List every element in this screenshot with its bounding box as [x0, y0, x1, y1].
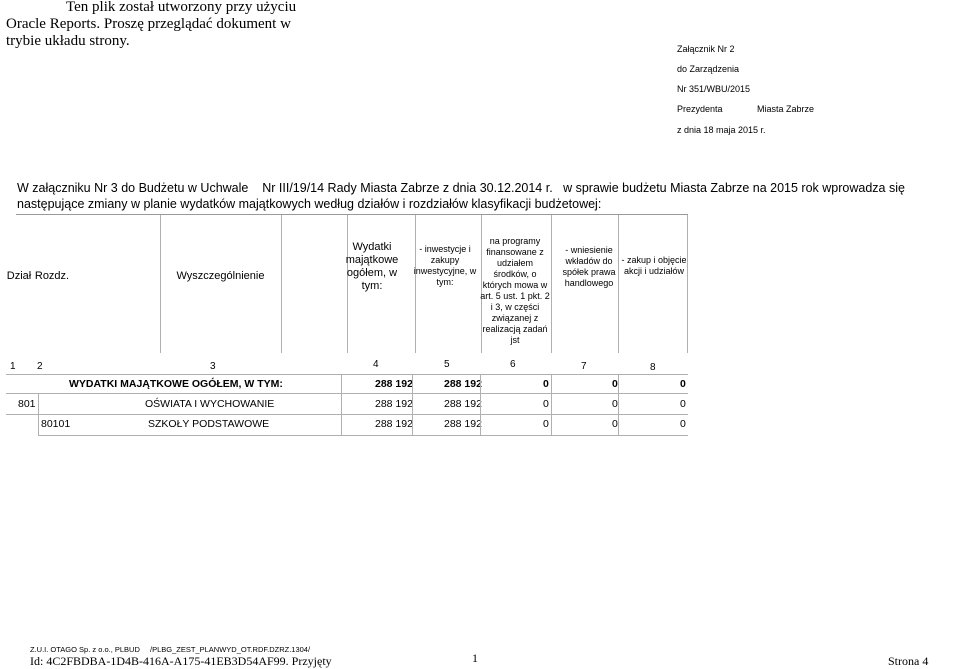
row-divider [6, 414, 688, 415]
header-wydatki: Wydatki majątkowe ogółem, w tym: [345, 241, 399, 292]
column-number: 1 [10, 361, 16, 372]
footer-document-id: Id: 4C2FBDBA-1D4B-416A-A175-41EB3D54AF99. Przyjęty [30, 654, 332, 668]
cell-divider [618, 375, 619, 393]
notice-line-2: Oracle Reports. Proszę przeglądać dokument w [6, 16, 291, 32]
annex-date: z dnia 18 maja 2015 r. [677, 125, 766, 135]
column-number: 4 [373, 359, 379, 370]
intro-line-2: następujące zmiany w planie wydatków majątkowych według działów i rozdziałów klasyfikacji budżetowej: [17, 197, 602, 211]
cell-divider [551, 415, 552, 435]
cell-divider [38, 394, 39, 414]
annex-president: Prezydenta [677, 104, 723, 114]
cell-divider [341, 415, 342, 435]
total-c4: 288 192 [375, 378, 413, 390]
dzial-c7: 0 [612, 398, 618, 410]
rozdz-c6: 0 [543, 418, 549, 430]
rozdz-c7: 0 [612, 418, 618, 430]
dzial-c4: 288 192 [375, 398, 413, 410]
total-c8: 0 [680, 378, 686, 390]
cell-divider [618, 394, 619, 414]
cell-divider [412, 375, 413, 393]
footer-company: Z.U.I. OTAGO Sp. z o.o., PLBUD [30, 645, 140, 654]
cell-divider [341, 375, 342, 393]
cell-divider [412, 415, 413, 435]
cell-divider [341, 394, 342, 414]
column-number: 5 [444, 359, 450, 370]
row-divider [6, 374, 688, 375]
oracle-reports-notice [6, 0, 306, 50]
rozdz-label: SZKOŁY PODSTAWOWE [148, 418, 270, 430]
total-c6: 0 [543, 378, 549, 390]
total-c7: 0 [612, 378, 618, 390]
cell-divider [480, 394, 481, 414]
annex-title: Załącznik Nr 2 [677, 44, 735, 54]
rozdz-c4: 288 192 [375, 418, 413, 430]
rozdz-c8: 0 [680, 418, 686, 430]
header-divider [281, 215, 282, 353]
header-inwestycje: - inwestycje i zakupy inwestycyjne, w tym: [413, 244, 477, 287]
annex-ordinance: do Zarządzenia [677, 64, 740, 74]
cell-divider [618, 415, 619, 435]
annex-ordinance-number: Nr 351/WBU/2015 [677, 84, 751, 94]
header-dzial: Dział [6, 269, 32, 282]
cell-divider [38, 415, 39, 435]
footer-report: /PLBG_ZEST_PLANWYD_OT.RDF.DZRZ.1304/ [150, 645, 311, 654]
row-divider [6, 393, 688, 394]
header-zakup: - zakup i objęcie akcji i udziałów [621, 255, 687, 276]
cell-divider [480, 375, 481, 393]
table-header [6, 214, 688, 353]
cell-divider [412, 394, 413, 414]
column-number: 7 [581, 361, 587, 372]
column-number: 3 [210, 361, 216, 372]
dzial-c6: 0 [543, 398, 549, 410]
cell-divider [551, 394, 552, 414]
header-programy: na programy finansowane z udziałem środków, o których mowa w art. 5 ust. 1 pkt. 2 i 3, w części związanej z realizacją zadań jst [480, 236, 550, 345]
dzial-label: OŚWIATA I WYCHOWANIE [145, 398, 275, 410]
rozdz-code: 80101 [41, 418, 71, 430]
cell-divider [551, 375, 552, 393]
column-number: 6 [510, 359, 516, 370]
annex-city: Miasta Zabrze [757, 104, 815, 114]
header-divider [551, 215, 552, 353]
header-wyszczegolnienie: Wyszczególnienie [176, 269, 265, 282]
header-wniesienie: - wniesienie wkładów do spółek prawa handlowego [562, 245, 616, 288]
column-number: 8 [650, 362, 656, 373]
footer-page-label: Strona 4 [888, 654, 929, 668]
row-divider [38, 435, 688, 436]
total-c5: 288 192 [444, 378, 482, 390]
notice-line-1: Ten plik został utworzony przy użyciu [66, 0, 297, 15]
cell-divider [480, 415, 481, 435]
column-number: 2 [37, 361, 43, 372]
dzial-c8: 0 [680, 398, 686, 410]
dzial-code: 801 [18, 398, 36, 410]
notice-line-3: trybie układu strony. [6, 33, 130, 49]
header-divider [687, 215, 688, 353]
total-label: WYDATKI MAJĄTKOWE OGÓŁEM, W TYM: [69, 378, 283, 390]
footer-page-number: 1 [472, 651, 478, 665]
intro-line-1: W załączniku Nr 3 do Budżetu w Uchwale Nr III/19/14 Rady Miasta Zabrze z dnia 30.12.2014 r. w sprawie budżetu Miasta Zabrze na 2015 rok wprowadza się [17, 181, 905, 195]
header-rozdz: Rozdz. [34, 269, 70, 282]
dzial-c5: 288 192 [444, 398, 482, 410]
intro-paragraph [17, 180, 947, 212]
rozdz-c5: 288 192 [444, 418, 482, 430]
